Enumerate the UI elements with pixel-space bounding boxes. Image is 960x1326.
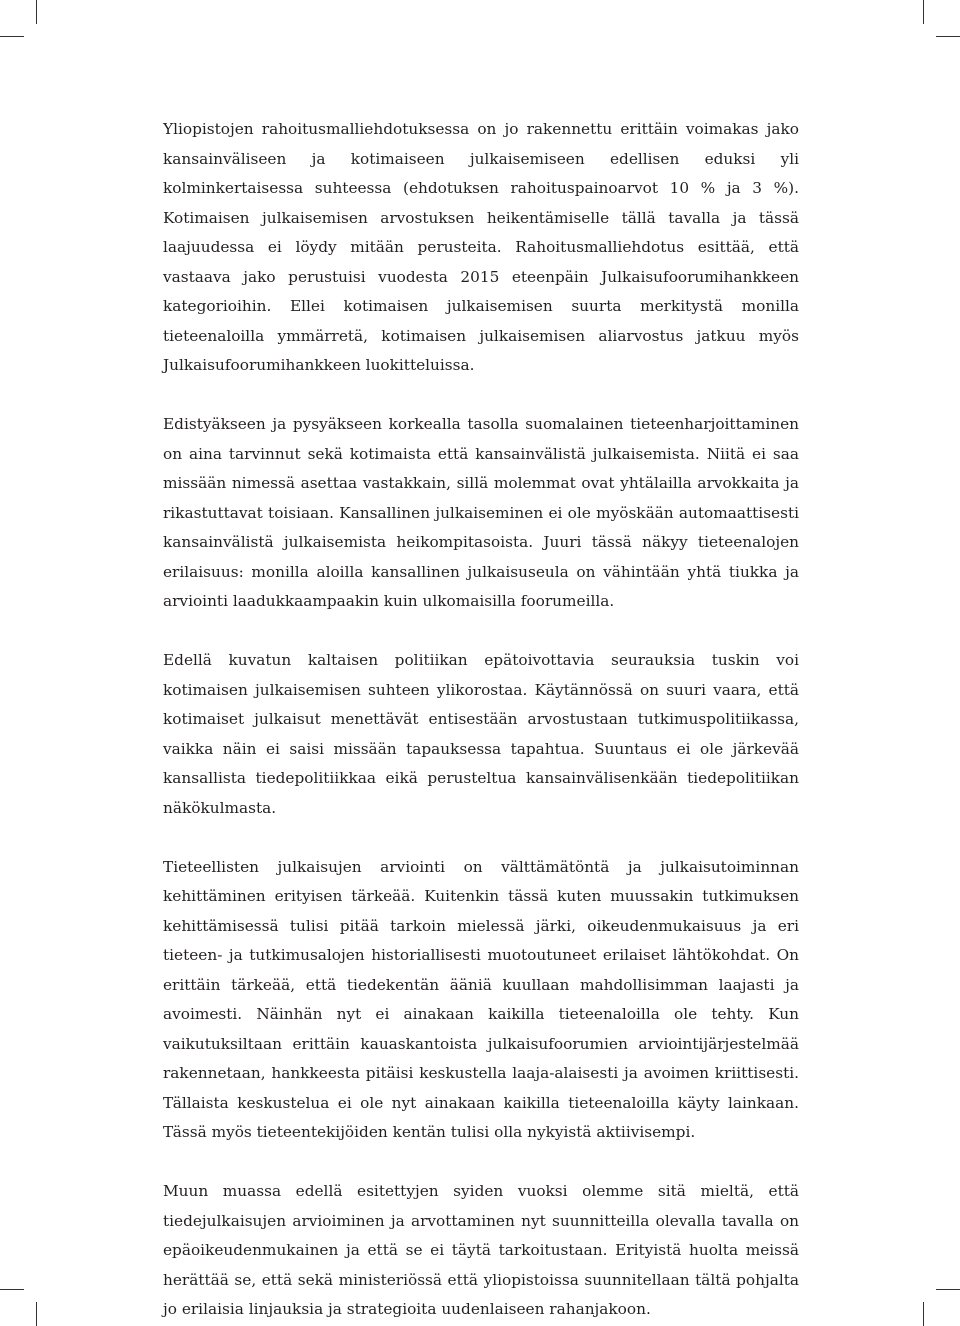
body-text bbox=[163, 115, 799, 1325]
paragraph-2: Edistyäkseen ja pysyäkseen korkealla tasolla suomalainen tieteenharjoittaminen on aina tarvinnut sekä kotimaista että kansainvälistä julkaisemista. Niitä ei saa missään nimessä asettaa vastakkain, sillä molemmat ovat yhtälailla arvokkaita ja rikastuttavat toisiaan. Kansallinen julkaiseminen ei ole myöskään automaattisesti kansainvälistä julkaisemista heikompitasoista. Juuri tässä näkyy tieteenalojen erilaisuus: monilla aloilla kansallinen julkaisuseula on vähintään yhtä tiukka ja arviointi laadukkaampaakin kuin ulkomaisilla foorumeilla. bbox=[163, 415, 799, 610]
paragraph-5: Muun muassa edellä esitettyjen syiden vuoksi olemme sitä mieltä, että tiedejulkaisujen arvioiminen ja arvottaminen nyt suunnitteilla olevalla tavalla on epäoikeudenmukainen ja että se ei täytä tarkoitustaan. Erityistä huolta meissä herättää se, että sekä ministeriössä että yliopistoissa suunnitellaan tältä pohjalta jo erilaisia linjauksia ja strategioita uudenlaiseen rahanjakoon. bbox=[163, 1182, 799, 1318]
paragraph-3: Edellä kuvatun kaltaisen politiikan epätoivottavia seurauksia tuskin voi kotimaisen julkaisemisen suhteen ylikorostaa. Käytännössä on suuri vaara, että kotimaiset julkaisut menettävät entisestään arvostustaan tutkimuspolitiikassa, vaikka näin ei saisi missään tapauksessa tapahtua. Suuntaus ei ole järkevää kansallista tiedepolitiikkaa eikä perusteltua kansainvälisenkään tiedepolitiikan näkökulmasta. bbox=[163, 651, 799, 817]
paragraph-4: Tieteellisten julkaisujen arviointi on välttämätöntä ja julkaisutoiminnan kehittäminen erityisen tärkeää. Kuitenkin tässä kuten muussakin tutkimuksen kehittämisessä tulisi pitää tarkoin mielessä järki, oikeudenmukaisuus ja eri tieteen- ja tutkimusalojen historiallisesti muotoutuneet erilaiset lähtökohdat. On erittäin tärkeää, että tiedekentän ääniä kuullaan mahdollisimman laajasti ja avoimesti. Näinhän nyt ei ainakaan kaikilla tieteenaloilla ole tehty. Kun vaikutuksiltaan erittäin kauaskantoista julkaisufoorumien arviointijärjestelmää rakennetaan, hankkeesta pitäisi keskustella laaja-alaisesti ja avoimen kriittisesti. Tällaista keskustelua ei ole nyt ainakaan kaikilla tieteenaloilla käyty lainkaan. Tässä myös tieteentekijöiden kentän tulisi olla nykyistä aktiivisempi. bbox=[163, 857, 799, 1141]
paragraph-1: Yliopistojen rahoitusmalliehdotuksessa on jo rakennettu erittäin voimakas jako kansainväliseen ja kotimaiseen julkaisemiseen edellisen eduksi yli kolminkertaisessa suhteessa (ehdotuksen rahoituspainoarvot 10 % ja 3 %). Kotimaisen julkaisemisen arvostuksen heikentämiselle tällä tavalla ja tässä laajuudessa ei löydy mitään perusteita. Rahoitusmalliehdotus esittää, että vastaava jako perustuisi vuodesta 2015 eteenpäin Julkaisufoorumihankkeen kategorioihin. Ellei kotimaisen julkaisemisen suurta merkitystä monilla tieteenaloilla ymmärretä, kotimaisen julkaisemisen aliarvostus jatkuu myös Julkaisufoorumihankkeen luokitteluissa. bbox=[163, 120, 799, 374]
